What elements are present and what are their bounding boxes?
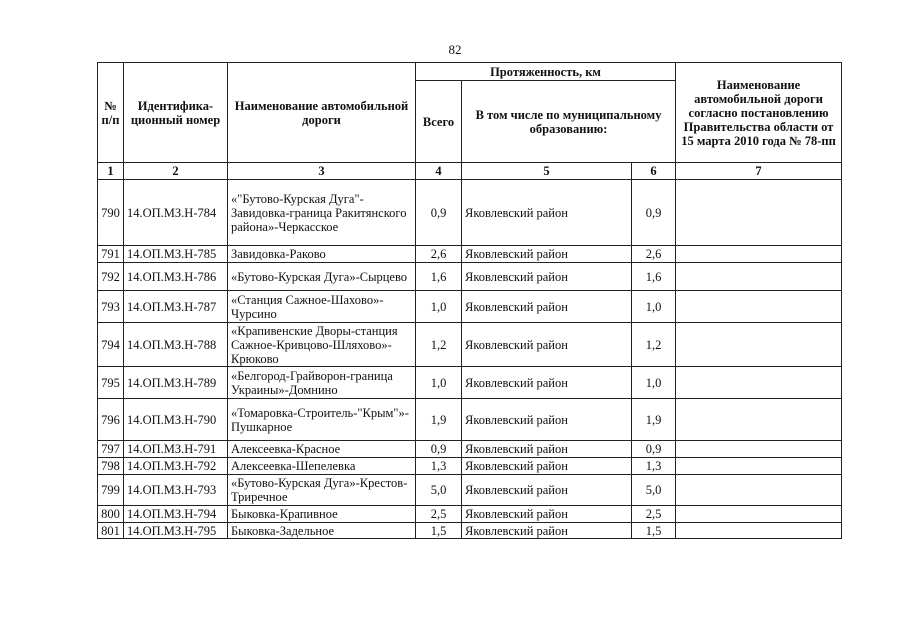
resolution-name bbox=[676, 263, 842, 291]
length-total: 0,9 bbox=[416, 180, 462, 246]
road-name: «Бутово-Курская Дуга»-Крестов-Триречное bbox=[228, 475, 416, 506]
column-number: 7 bbox=[676, 163, 842, 180]
column-number: 1 bbox=[98, 163, 124, 180]
header-length-group: Протяженность, км bbox=[416, 63, 676, 81]
header-total: Всего bbox=[416, 81, 462, 163]
road-id: 14.ОП.МЗ.Н-795 bbox=[124, 523, 228, 539]
table-row bbox=[98, 180, 842, 246]
municipality: Яковлевский район bbox=[462, 246, 632, 263]
roads-table bbox=[97, 62, 842, 539]
resolution-name bbox=[676, 523, 842, 539]
resolution-name bbox=[676, 475, 842, 506]
length-municipality: 1,3 bbox=[632, 458, 676, 475]
length-municipality: 5,0 bbox=[632, 475, 676, 506]
resolution-name bbox=[676, 458, 842, 475]
length-total: 1,3 bbox=[416, 458, 462, 475]
row-number: 799 bbox=[98, 475, 124, 506]
length-total: 0,9 bbox=[416, 441, 462, 458]
row-number: 800 bbox=[98, 506, 124, 523]
length-municipality: 2,5 bbox=[632, 506, 676, 523]
table-row bbox=[98, 367, 842, 399]
municipality: Яковлевский район bbox=[462, 323, 632, 367]
municipality: Яковлевский район bbox=[462, 475, 632, 506]
column-number: 6 bbox=[632, 163, 676, 180]
length-total: 1,5 bbox=[416, 523, 462, 539]
length-total: 5,0 bbox=[416, 475, 462, 506]
road-name: «Томаровка-Строитель-"Крым"»-Пушкарное bbox=[228, 399, 416, 441]
row-number: 790 bbox=[98, 180, 124, 246]
municipality: Яковлевский район bbox=[462, 441, 632, 458]
header-row bbox=[98, 63, 842, 81]
column-number: 2 bbox=[124, 163, 228, 180]
row-number: 792 bbox=[98, 263, 124, 291]
length-total: 1,9 bbox=[416, 399, 462, 441]
municipality: Яковлевский район bbox=[462, 458, 632, 475]
length-total: 1,2 bbox=[416, 323, 462, 367]
resolution-name bbox=[676, 323, 842, 367]
road-id: 14.ОП.МЗ.Н-788 bbox=[124, 323, 228, 367]
road-id: 14.ОП.МЗ.Н-790 bbox=[124, 399, 228, 441]
road-name: Завидовка-Раково bbox=[228, 246, 416, 263]
road-id: 14.ОП.МЗ.Н-784 bbox=[124, 180, 228, 246]
header-id: Идентифика- ционный номер bbox=[124, 63, 228, 163]
resolution-name bbox=[676, 246, 842, 263]
table-row bbox=[98, 506, 842, 523]
length-municipality: 0,9 bbox=[632, 180, 676, 246]
road-id: 14.ОП.МЗ.Н-792 bbox=[124, 458, 228, 475]
column-number-row bbox=[98, 163, 842, 180]
table-row bbox=[98, 399, 842, 441]
header-name: Наименование автомобильной дороги bbox=[228, 63, 416, 163]
resolution-name bbox=[676, 367, 842, 399]
municipality: Яковлевский район bbox=[462, 399, 632, 441]
municipality: Яковлевский район bbox=[462, 180, 632, 246]
municipality: Яковлевский район bbox=[462, 523, 632, 539]
table-row bbox=[98, 458, 842, 475]
length-total: 1,0 bbox=[416, 291, 462, 323]
length-total: 1,0 bbox=[416, 367, 462, 399]
road-name: «Крапивенские Дворы-станция Сажное-Кривцово-Шляхово»-Крюково bbox=[228, 323, 416, 367]
municipality: Яковлевский район bbox=[462, 291, 632, 323]
road-name: Алексеевка-Шепелевка bbox=[228, 458, 416, 475]
header-resolution: Наименование автомобильной дороги согласно постановлению Правительства области от 15 марта 2010 года № 78-пп bbox=[676, 63, 842, 163]
road-name: Быковка-Задельное bbox=[228, 523, 416, 539]
resolution-name bbox=[676, 291, 842, 323]
road-id: 14.ОП.МЗ.Н-785 bbox=[124, 246, 228, 263]
length-total: 2,5 bbox=[416, 506, 462, 523]
row-number: 801 bbox=[98, 523, 124, 539]
header-num: № п/п bbox=[98, 63, 124, 163]
road-name: «Станция Сажное-Шахово»-Чурсино bbox=[228, 291, 416, 323]
row-number: 795 bbox=[98, 367, 124, 399]
column-number: 4 bbox=[416, 163, 462, 180]
road-id: 14.ОП.МЗ.Н-789 bbox=[124, 367, 228, 399]
row-number: 797 bbox=[98, 441, 124, 458]
road-name: «Белгород-Грайворон-граница Украины»-Домнино bbox=[228, 367, 416, 399]
resolution-name bbox=[676, 399, 842, 441]
row-number: 793 bbox=[98, 291, 124, 323]
municipality: Яковлевский район bbox=[462, 506, 632, 523]
length-municipality: 1,0 bbox=[632, 367, 676, 399]
road-name: Алексеевка-Красное bbox=[228, 441, 416, 458]
road-name: «"Бутово-Курская Дуга"-Завидовка-граница Ракитянского района»-Черкасское bbox=[228, 180, 416, 246]
road-id: 14.ОП.МЗ.Н-793 bbox=[124, 475, 228, 506]
resolution-name bbox=[676, 506, 842, 523]
length-municipality: 2,6 bbox=[632, 246, 676, 263]
length-municipality: 1,9 bbox=[632, 399, 676, 441]
column-number: 5 bbox=[462, 163, 632, 180]
table-row bbox=[98, 246, 842, 263]
road-name: Быковка-Крапивное bbox=[228, 506, 416, 523]
table-row bbox=[98, 475, 842, 506]
table-row bbox=[98, 291, 842, 323]
length-municipality: 0,9 bbox=[632, 441, 676, 458]
length-municipality: 1,2 bbox=[632, 323, 676, 367]
row-number: 791 bbox=[98, 246, 124, 263]
road-id: 14.ОП.МЗ.Н-794 bbox=[124, 506, 228, 523]
road-name: «Бутово-Курская Дуга»-Сырцево bbox=[228, 263, 416, 291]
road-id: 14.ОП.МЗ.Н-787 bbox=[124, 291, 228, 323]
length-municipality: 1,6 bbox=[632, 263, 676, 291]
row-number: 794 bbox=[98, 323, 124, 367]
length-municipality: 1,5 bbox=[632, 523, 676, 539]
table-row bbox=[98, 441, 842, 458]
table-row bbox=[98, 323, 842, 367]
length-municipality: 1,0 bbox=[632, 291, 676, 323]
row-number: 798 bbox=[98, 458, 124, 475]
resolution-name bbox=[676, 441, 842, 458]
row-number: 796 bbox=[98, 399, 124, 441]
length-total: 1,6 bbox=[416, 263, 462, 291]
length-total: 2,6 bbox=[416, 246, 462, 263]
road-id: 14.ОП.МЗ.Н-786 bbox=[124, 263, 228, 291]
municipality: Яковлевский район bbox=[462, 263, 632, 291]
resolution-name bbox=[676, 180, 842, 246]
table-row bbox=[98, 523, 842, 539]
municipality: Яковлевский район bbox=[462, 367, 632, 399]
table-body bbox=[98, 180, 842, 539]
road-id: 14.ОП.МЗ.Н-791 bbox=[124, 441, 228, 458]
column-number: 3 bbox=[228, 163, 416, 180]
header-by-municipality: В том числе по муниципальному образованию: bbox=[462, 81, 676, 163]
page-number: 82 bbox=[448, 42, 462, 57]
table-row bbox=[98, 263, 842, 291]
